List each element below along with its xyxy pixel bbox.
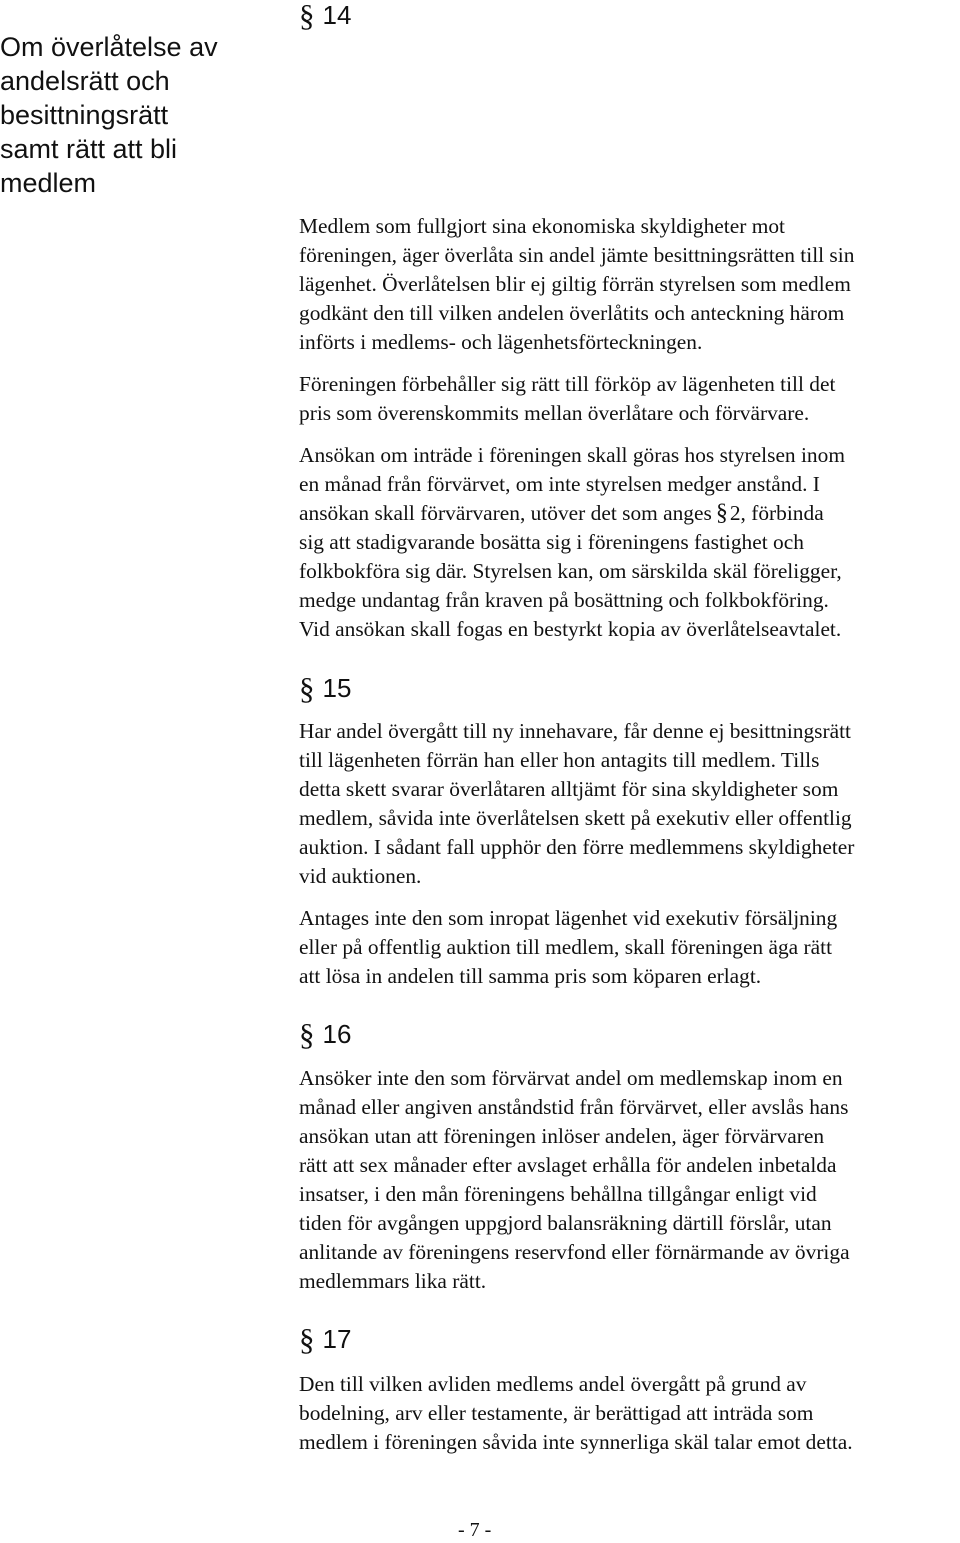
text-line: medlemmars lika rätt. [299,1269,487,1293]
text-line: ansökan utan att föreningen inlöser andelen, äger förvärvaren [299,1124,825,1148]
text-line: en månad från förvärvet, om inte styrelsen medger anstånd. I [299,472,820,496]
section-14-paragraph-2 [299,370,835,428]
text-line: medlem, såvida inte överlåtelsen skett på exekutiv eller offentlig [299,806,852,830]
section-number: 17 [322,1324,352,1354]
text-line: Vid ansökan skall fogas en bestyrkt kopia av överlåtelseavtalet. [299,617,842,641]
chapter-title-line: medlem [0,168,97,198]
text-line: månad eller angiven anståndstid från förvärvet, eller avslås hans [299,1095,849,1119]
text-line: pris som överenskommits mellan överlåtare och förvärvare. [299,401,810,425]
section-sign-icon: § [299,671,315,706]
text-line: att lösa in andelen till samma pris som köparen erlagt. [299,964,762,988]
text-line: Har andel övergått till ny innehavare, får denne ej besittningsrätt [299,719,851,743]
text-line: till lägenheten förrän han eller hon antagits till medlem. Tills [299,748,820,772]
section-15-paragraph-2 [299,904,837,991]
section-14-paragraph-1 [299,212,854,357]
section-heading-17 [299,1322,352,1357]
chapter-title-line: samt rätt att bli [0,134,178,164]
section-heading-14 [299,0,352,33]
page-number: - 7 - [458,1519,492,1541]
text-line: rätt att sex månader efter avslaget erhålla för andelen inbetalda [299,1153,837,1177]
section-14-paragraph-3 [299,441,845,644]
text-line: insatser, i den mån föreningens behållna tillgångar enligt vid [299,1182,817,1206]
text-line: Den till vilken avliden medlems andel övergått på grund av [299,1372,807,1396]
text-line: Ansöker inte den som förvärvat andel om medlemskap inom en [299,1066,843,1090]
section-heading-15 [299,671,352,706]
text-line: tiden för avgången uppgjord balansräkning därtill förslår, utan [299,1211,832,1235]
text-line: medge undantag från kraven på bosättning och folkbokföring. [299,588,829,612]
text-line: folkbokföra sig där. Styrelsen kan, om särskilda skäl föreligger, [299,559,842,583]
text-line: Ansökan om inträde i föreningen skall göras hos styrelsen inom [299,443,845,467]
section-number: 14 [322,0,352,30]
text-line: medlem i föreningen såvida inte synnerliga skäl talar emot detta. [299,1430,853,1454]
text-line: lägenhet. Överlåtelsen blir ej giltig förrän styrelsen som medlem [299,272,851,296]
section-17-paragraph-1 [299,1370,853,1457]
section-sign-icon: § [299,1322,315,1357]
text-line: Antages inte den som inropat lägenhet vid exekutiv försäljning [299,906,838,930]
section-number: 15 [322,673,352,703]
text-line: Medlem som fullgjort sina ekonomiska skyldigheter mot [299,214,785,238]
text-line: godkänt den till vilken andelen överlåtits och anteckning härom [299,301,845,325]
section-15-paragraph-1 [299,717,854,891]
text-line: auktion. I sådant fall upphör den förre medlemmens skyldigheter [299,835,855,859]
text-line: detta skett svarar överlåtaren alltjämt för sina skyldigheter som [299,777,839,801]
text-line: bodelning, arv eller testamente, är berättigad att inträda som [299,1401,814,1425]
text-fragment: ansökan skall förvärvaren, utöver det som anges [299,501,712,525]
text-line: eller på offentlig auktion till medlem, skall föreningen äga rätt [299,935,833,959]
section-heading-16 [299,1017,352,1052]
section-sign-icon: § [299,0,315,33]
text-line: Föreningen förbehåller sig rätt till förköp av lägenheten till det [299,372,836,396]
chapter-title-line: besittningsrätt [0,100,169,130]
text-line: vid auktionen. [299,864,422,888]
text-line: införts i medlems- och lägenhetsförteckningen. [299,330,703,354]
section-sign-icon: § [715,500,728,526]
text-fragment: 2, förbinda [729,501,824,525]
chapter-title [0,30,272,200]
text-line-with-crossref [299,499,845,528]
section-number: 16 [322,1019,352,1049]
text-line: anlitande av föreningens reservfond eller förnärmande av övriga [299,1240,850,1264]
text-line: sig att stadigvarande bosätta sig i föreningens fastighet och [299,530,804,554]
chapter-title-line: Om överlåtelse av [0,32,218,62]
text-line: föreningen, äger överlåta sin andel jämte besittningsrätten till sin [299,243,855,267]
chapter-title-line: andelsrätt och [0,66,170,96]
section-sign-icon: § [299,1017,315,1052]
section-16-paragraph-1 [299,1064,850,1296]
